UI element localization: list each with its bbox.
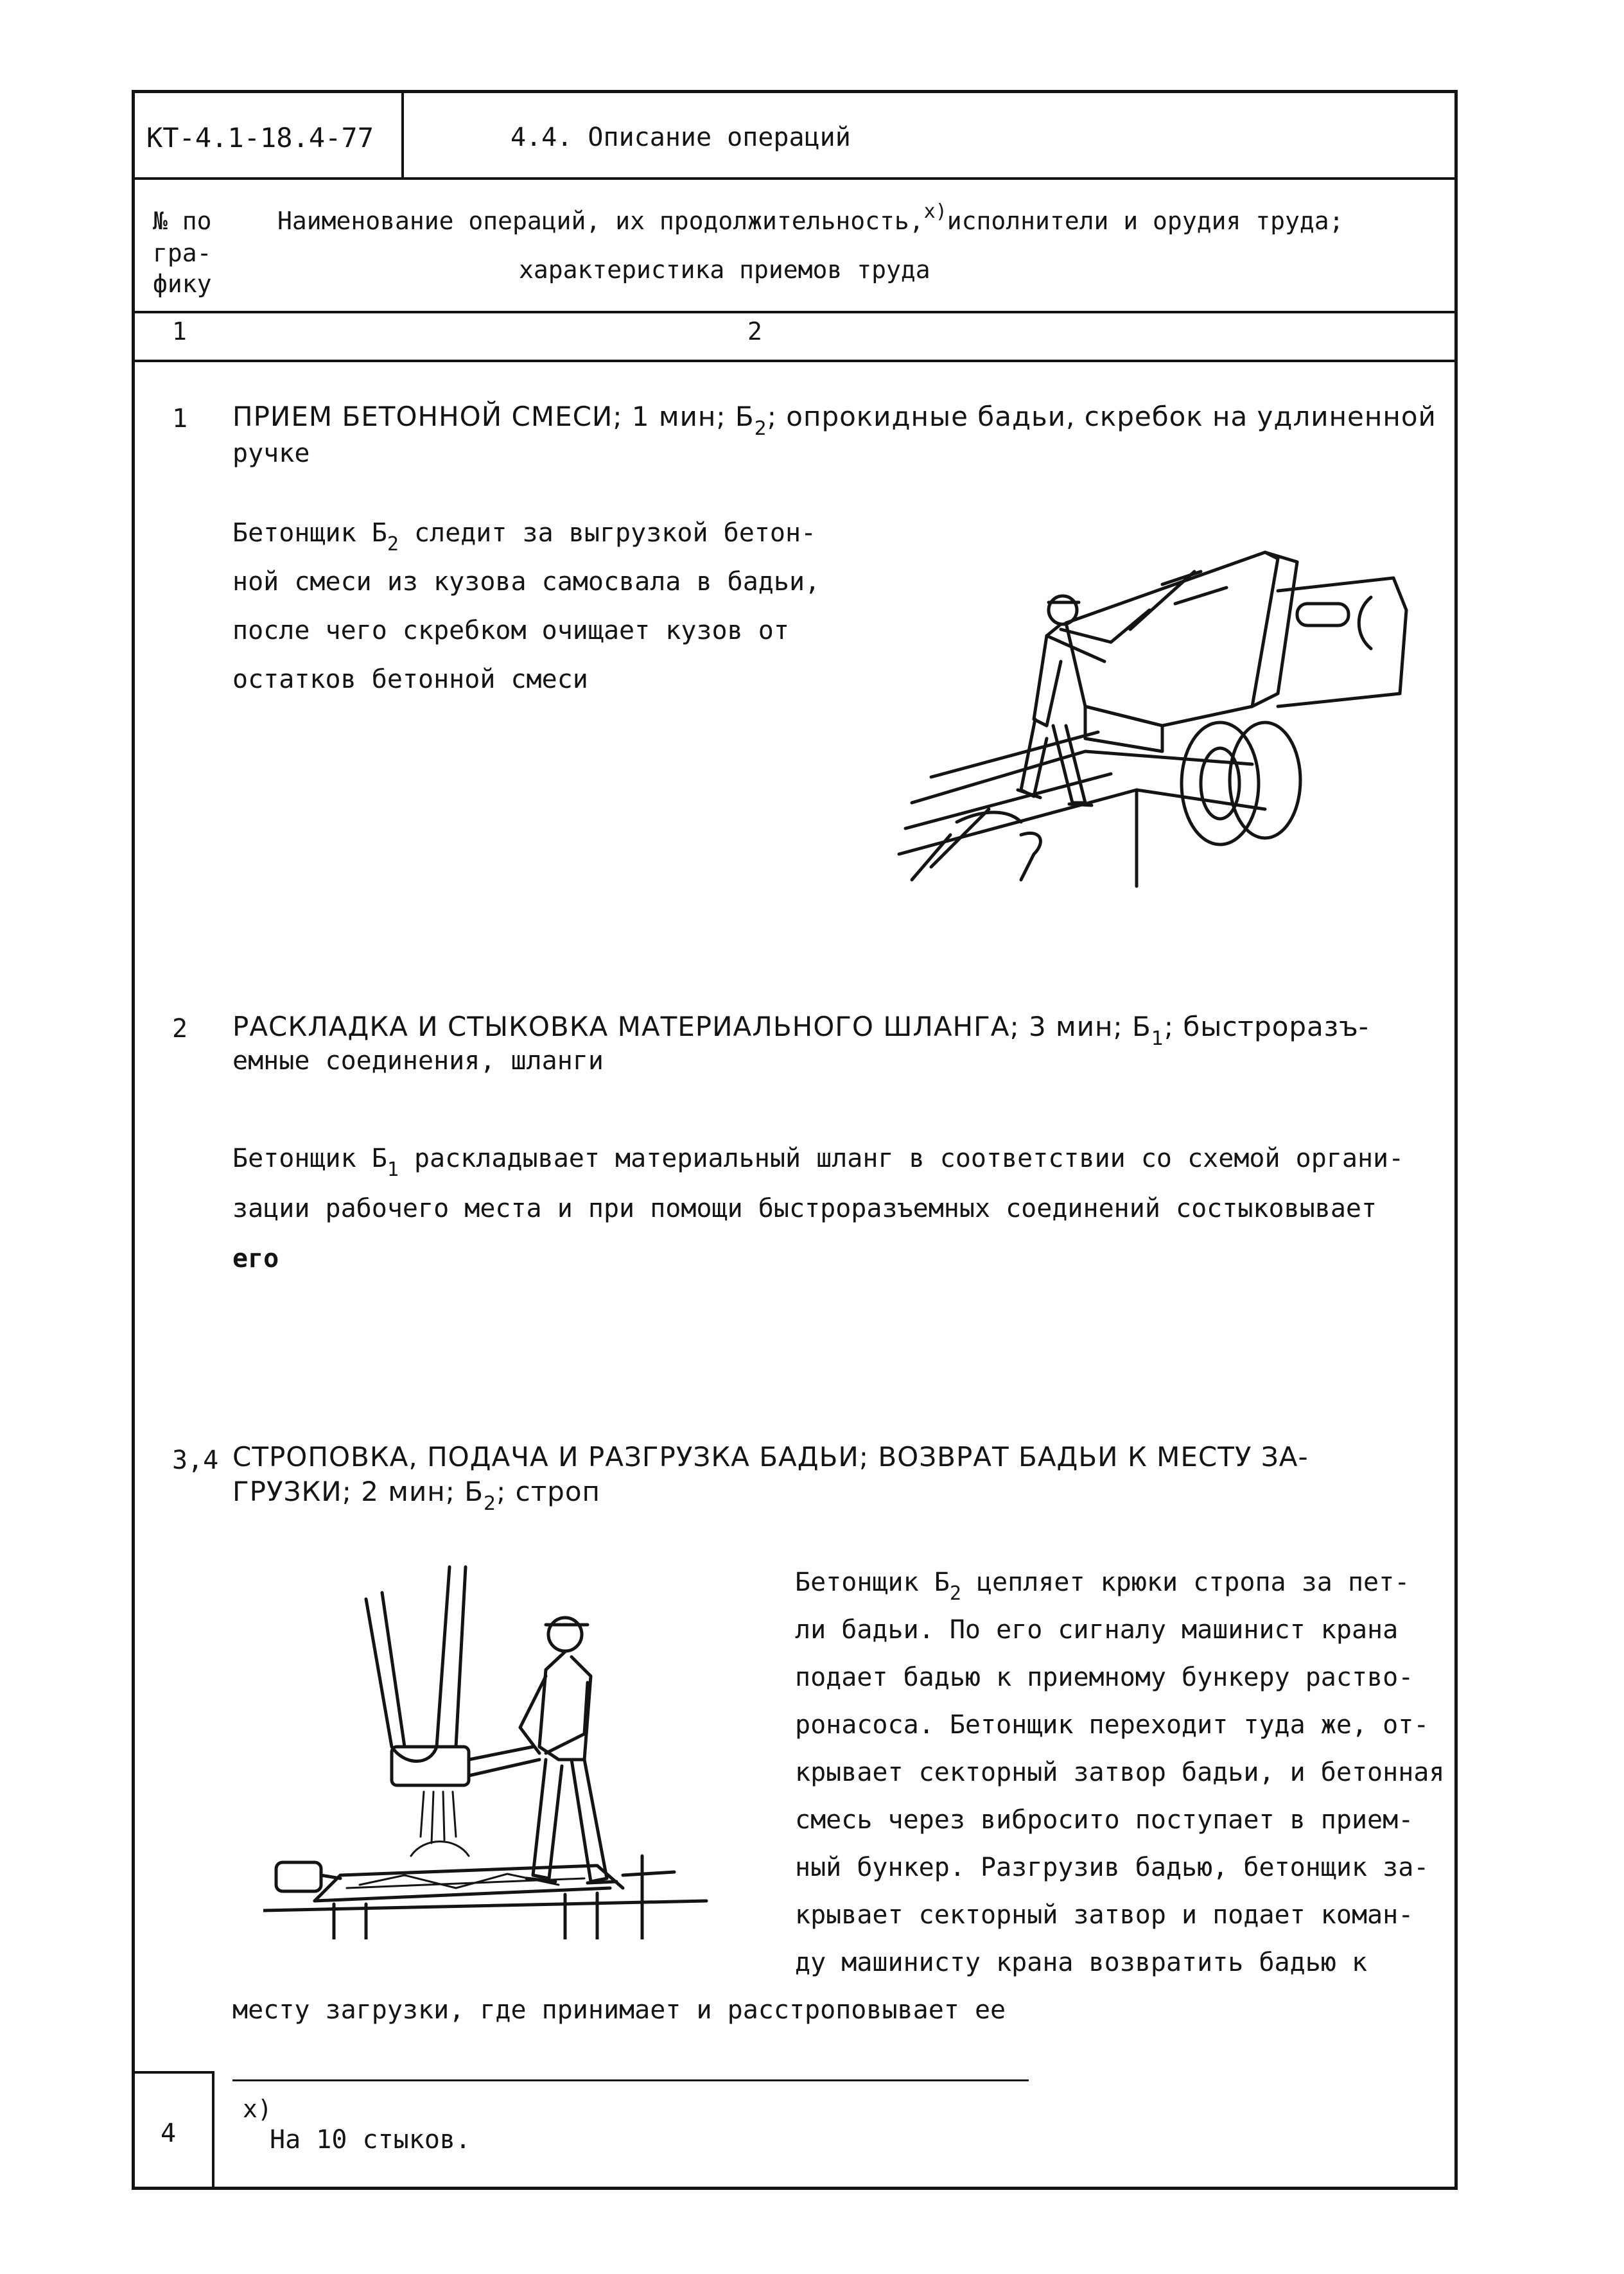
- op1-text-line1: Бетонщик $Б_2$ следит за выгрузкой бетон-: [232, 518, 817, 555]
- op3-title-line2: ГРУЗКИ; 2 мин; $Б_2$; строп: [232, 1476, 600, 1515]
- header-bottom-rule: [132, 177, 1458, 180]
- footnote-text: На 10 стыков.: [270, 2125, 471, 2155]
- op3-text-line1: Бетонщик $Б_2$ цепляет крюки стропа за пет-: [795, 1568, 1410, 1605]
- illustration-bucket-unloading-worker: [263, 1554, 713, 1939]
- op3-title: СТРОПОВКА, ПОДАЧА И РАЗГРУЗКА БАДЬИ; ВОЗВРАТ БАДЬИ К МЕСТУ ЗА-: [232, 1441, 1309, 1473]
- op3-text-line9: ду машинисту крана возвратить бадью к: [795, 1948, 1368, 1977]
- page-number: 4: [161, 2119, 177, 2148]
- table-header-rule: [132, 311, 1458, 313]
- op3-text-line6: смесь через вибросито поступает в прием-: [795, 1805, 1414, 1835]
- op3-text-line3: подает бадью к приемному бункеру раство-: [795, 1663, 1414, 1692]
- op3-text-line5: крывает секторный затвор бадьи, и бетонная: [795, 1758, 1445, 1787]
- op2-text-line2: зации рабочего места и при помощи быстроразъемных соединений состыковывает: [232, 1194, 1377, 1223]
- header-divider: [401, 90, 404, 180]
- op1-text-line4: остатков бетонной смеси: [232, 665, 588, 694]
- col1-header-line2: гра-: [153, 239, 212, 267]
- section-title: 4.4. Описание операций: [511, 123, 851, 152]
- col1-header-line1: № по: [153, 207, 212, 235]
- op2-text-line3: его: [232, 1244, 279, 1273]
- op2-title: РАСКЛАДКА И СТЫКОВКА МАТЕРИАЛЬНОГО ШЛАНГА; 3 мин; $Б_1$; быстроразъ-: [232, 1011, 1369, 1050]
- op2-number: 2: [172, 1014, 188, 1044]
- page-number-box-top: [132, 2071, 214, 2074]
- page-number-box-right: [212, 2071, 214, 2190]
- doc-code: КТ-4.1-18.4-77: [146, 122, 374, 153]
- col2-header-line2: характеристика приемов труда: [519, 256, 930, 284]
- op3-text-line7: ный бункер. Разгрузив бадью, бетонщик за-: [795, 1853, 1429, 1882]
- op3-text-line10: месту загрузки, где принимает и расстроповывает ее: [232, 1995, 1006, 2025]
- op2-text-line1: Бетонщик $Б_1$ раскладывает материальный шланг в соответствии со схемой органи-: [232, 1144, 1404, 1181]
- op1-text-line3: после чего скребком очищает кузов от: [232, 616, 789, 645]
- op1-text-line2: ной смеси из кузова самосвала в бадьи,: [232, 567, 821, 597]
- col1-number: 1: [172, 317, 187, 345]
- op3-text-line8: крывает секторный затвор и подает коман-: [795, 1900, 1414, 1930]
- op3-number: 3,4: [172, 1446, 219, 1475]
- col2-number: 2: [747, 317, 762, 345]
- op2-title-line2: емные соединения, шланги: [232, 1046, 604, 1076]
- op1-title-line2: ручке: [232, 439, 310, 468]
- footnote-rule: [232, 2079, 1029, 2081]
- footnote-mark: x): [243, 2095, 272, 2123]
- col2-header-line1: Наименование операций, их продолжительность,$^{x)}$исполнители и орудия труда;: [277, 200, 1344, 235]
- col1-header-line3: фику: [153, 270, 212, 298]
- illustration-dump-truck-worker: [893, 533, 1432, 893]
- op1-number: 1: [172, 404, 188, 433]
- op3-text-line2: ли бадьи. По его сигналу машинист крана: [795, 1615, 1399, 1645]
- op3-text-line4: ронасоса. Бетонщик переходит туда же, от-: [795, 1710, 1429, 1740]
- column-number-rule: [132, 360, 1458, 362]
- op1-title: ПРИЕМ БЕТОННОЙ СМЕСИ; 1 мин; $Б_2$; опрокидные бадьи, скребок на удлиненной: [232, 401, 1436, 440]
